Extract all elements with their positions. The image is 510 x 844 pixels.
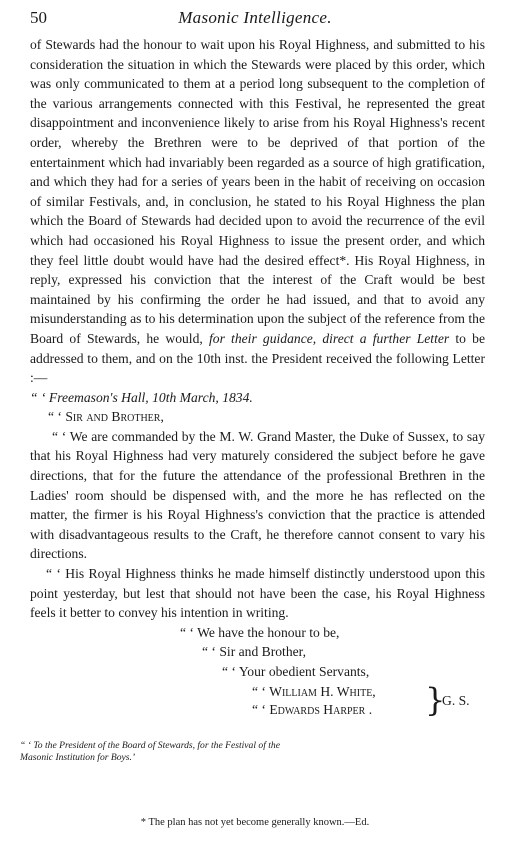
paragraph-text: of Stewards had the honour to wait upon his Royal Highness, and submitted to his consideration the situation in which the Stewards were placed by this order, which was only communicated to them at a period long subsequent to the completion of the various arrangements connected with this Festival, he represented the great disappointment and inconvenience likely to arise from his Royal Highness's recent order, whereby the Brethren were to be deprived of that portion of the entertainment which had invariably been regarded as a source of high gratification, and which they had for a series of years been in the habit of receiving on occasion of similar Festivals, and, in conclusion, he stated to his Royal Highness the plan which the Board of Stewards had decided upon to avoid the recurrence of the evil which had occasioned his Royal Highness to issue the present order, and which they feel little doubt would have had the desired effect*. His Royal Highness, in reply, expressed his conviction that the interest of the Craft would be best maintained by his confirming the order he had issued, and that to avoid any misunderstanding as to his determination upon the subject of the reference from the Board of Stewards, he would, xyxy=(30,37,485,346)
letter-address-note: “ ‘ To the President of the Board of Stewards, for the Festival of the Masonic Institution for Boys.’ xyxy=(20,740,280,763)
letter-paragraph-2: “ ‘ His Royal Highness thinks he made himself distinctly understood upon this point yesterday, but lest that should not have been the case, his Royal Highness feels it better to convey his intention in writing. xyxy=(30,566,485,621)
letter-closing-1: “ ‘ We have the honour to be, xyxy=(180,624,340,640)
page-header xyxy=(0,6,510,30)
letter-closing-2: “ ‘ Sir and Brother, xyxy=(202,644,307,660)
page-number: 50 xyxy=(30,8,47,27)
italic-phrase: for their guidance, direct a further Letter xyxy=(209,330,450,346)
signature-harper: “ ‘ Edwards Harper . xyxy=(252,701,373,717)
running-head: Masonic Intelligence. xyxy=(178,8,332,27)
letter-closing-3: “ ‘ Your obedient Servants, xyxy=(222,664,370,679)
page-body xyxy=(30,35,485,722)
brace-glyph: } xyxy=(425,680,446,719)
signature-title: G. S. xyxy=(442,692,470,708)
letter-paragraph-1: “ ‘ We are commanded by the M. W. Grand Master, the Duke of Sussex, to say that his Royal Highness had very maturely considered the subject before he gave directions, that for the future the attendance of the professional Brethren in the Ladies' room should be dispensed with, and the more he has reflected on the matter, the firmer is his Royal Highness's conviction that the practice is attended with disadvantageous results to the Craft, he therefore cannot consent to vary his directions. xyxy=(30,428,485,562)
signature-white: “ ‘ William H. White, xyxy=(252,683,376,699)
paragraph-text-end: to be addressed to them, and on the 10th inst. the President received the following Letter :— xyxy=(30,330,485,386)
paragraph-stewards-report xyxy=(30,35,485,388)
signature-block xyxy=(30,682,485,722)
letter-salutation: “ ‘ Sir and Brother, xyxy=(48,409,164,425)
letter-dateline: “ ‘ Freemason's Hall, 10th March, 1834. xyxy=(30,389,253,405)
editor-footnote: * The plan has not yet become generally known.—Ed. xyxy=(140,817,370,828)
